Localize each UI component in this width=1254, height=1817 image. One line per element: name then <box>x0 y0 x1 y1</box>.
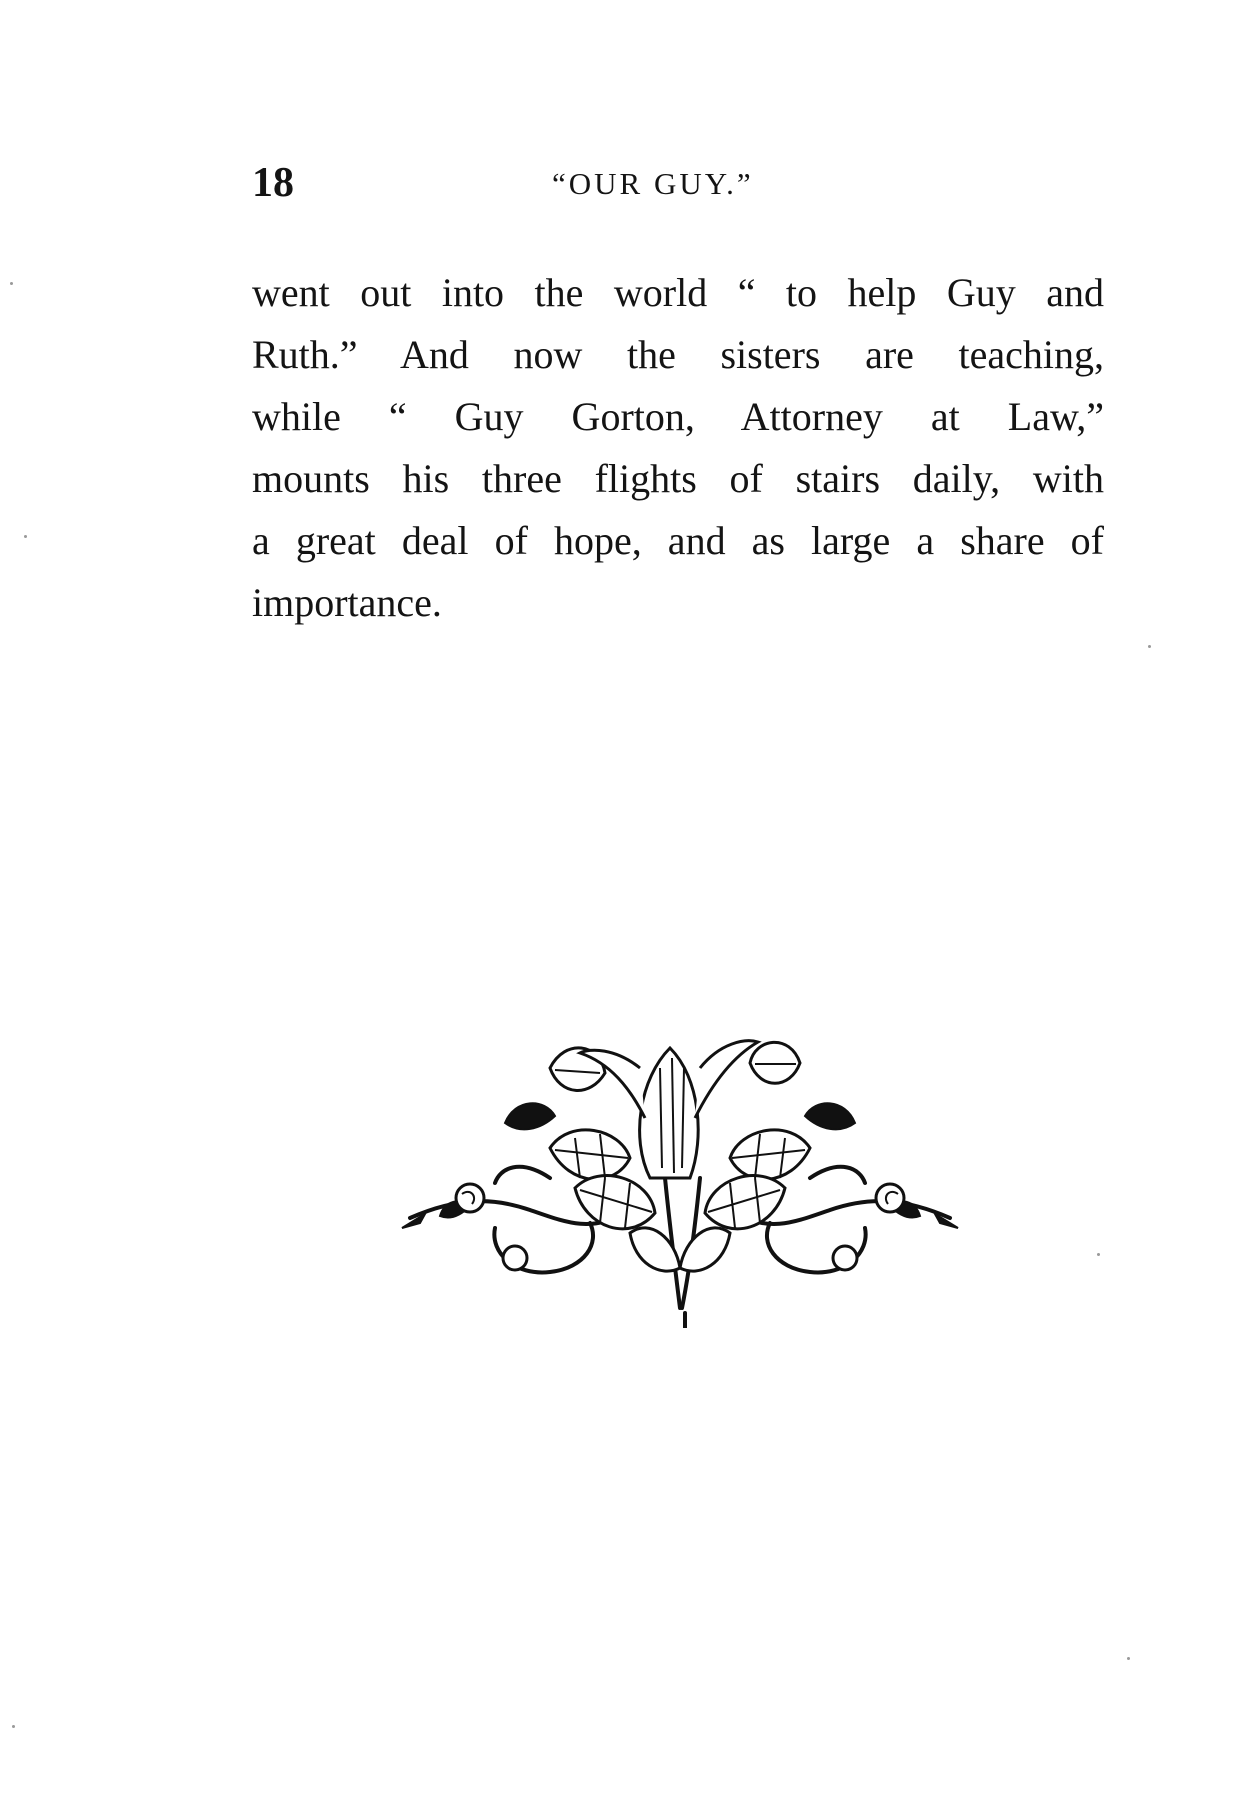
text-line: importance. <box>252 580 442 625</box>
scan-speck <box>24 535 27 538</box>
text-line: while “ Guy Gorton, Attorney at Law,” <box>252 394 1104 439</box>
page-number: 18 <box>252 160 294 206</box>
text-line: mounts his three flights of stairs daily, with <box>252 456 1104 501</box>
scan-speck <box>1127 1657 1130 1660</box>
body-paragraph <box>252 262 1104 634</box>
scan-speck <box>1148 645 1151 648</box>
text-line: Ruth.” And now the sisters are teaching, <box>252 332 1104 377</box>
scan-speck <box>1097 1253 1100 1256</box>
scan-speck <box>10 282 13 285</box>
scan-speck <box>12 1725 15 1728</box>
running-title: “OUR GUY.” <box>552 166 754 201</box>
text-line: a great deal of hope, and as large a share of <box>252 518 1104 563</box>
floral-vignette-icon <box>400 1028 960 1328</box>
text-line: went out into the world “ to help Guy and <box>252 270 1104 315</box>
